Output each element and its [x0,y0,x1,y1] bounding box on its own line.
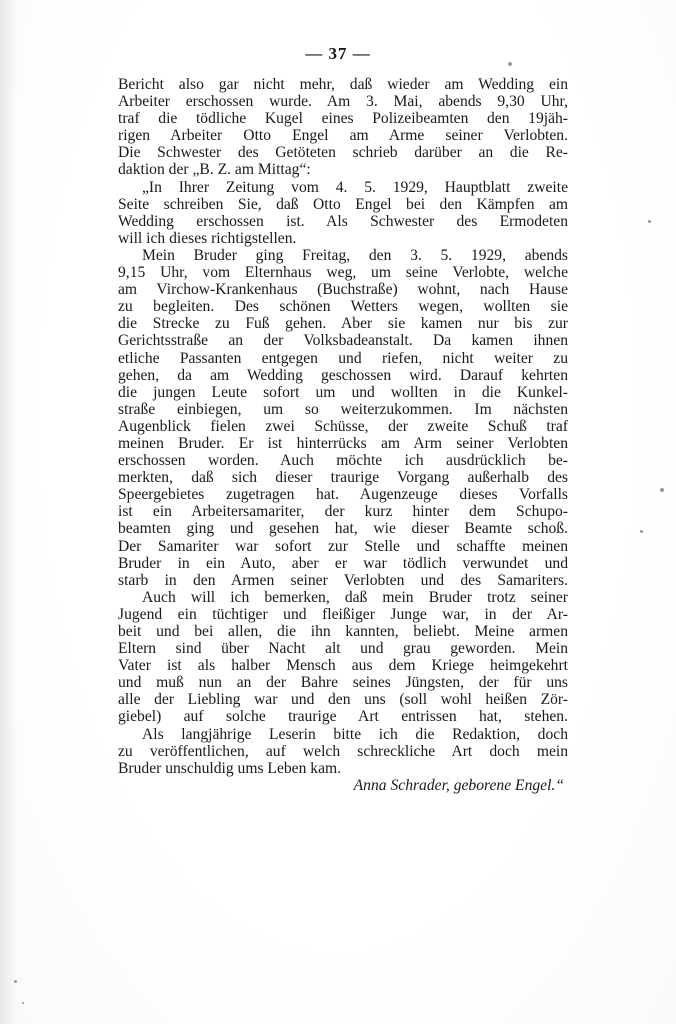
page-number: — 37 — [305,44,371,63]
text-line: Bericht also gar nicht mehr, daß wieder am Wedding ein [118,76,568,93]
text-line: Wedding erschossen ist. Als Schwester des Ermodeten [118,212,568,230]
text-line: Mein Bruder ging Freitag, den 3. 5. 1929, abends [142,246,568,264]
text-line: giebel) auf solche traurige Art entrissen hat, stehen. [118,708,568,726]
text-line: und muß nun an der Bahre seines Jüngsten, der für uns [118,674,568,692]
signature-line: Anna Schrader, geborene Engel.“ [353,776,564,794]
text-line: straße einbiegen, um so weiterzukommen. Im nächsten [118,400,568,418]
text-line: Jugend ein tüchtiger und fleißiger Junge war, in der Ar- [118,605,568,623]
text-line: Eltern sind über Nacht alt und grau geworden. Mein [118,640,568,658]
text-line: alle der Liebling war und den uns (soll wohl heißen Zör- [118,691,568,709]
text-line: ist ein Arbeitersamariter, der kurz hinter dem Schupo- [118,503,568,521]
text-line: am Virchow-Krankenhaus (Buchstraße) wohnt, nach Hause [118,281,568,299]
text-line: Als langjährige Leserin bitte ich die Redaktion, doch [142,725,568,743]
text-line: etliche Passanten entgegen und riefen, nicht weiter zu [118,349,568,367]
page-body-text [118,76,568,794]
text-line: Auch will ich bemerken, daß mein Bruder trotz seiner [142,588,568,606]
text-line: beamten ging und gesehen hat, wie dieser Beamte schoß. [118,520,568,538]
text-line: Gerichtsstraße an der Volksbadeanstalt. Da kamen ihnen [118,332,568,350]
scan-speck [22,1002,24,1004]
text-line: Speergebietes zugetragen hat. Augenzeuge dieses Vorfalls [118,486,568,504]
text-line: beit und bei allen, die ihn kannten, beliebt. Meine armen [118,623,568,640]
text-line: will ich dieses richtigstellen. [118,229,297,247]
text-line: Seite schreiben Sie, daß Otto Engel bei den Kämpfen am [118,195,568,213]
text-line: rigen Arbeiter Otto Engel am Arme seiner Verlobten. [118,127,568,145]
text-line: 9,15 Uhr, vom Elternhaus weg, um seine Verlobte, welche [118,264,568,282]
text-line: erschossen worden. Auch möchte ich ausdrücklich be- [118,452,568,470]
text-line: die jungen Leute sofort um und wollten in die Kunkel- [118,383,568,401]
text-line: starb in den Armen seiner Verlobten und des Samariters. [118,571,568,589]
text-line: gehen, da am Wedding geschossen wird. Darauf kehrten [118,366,568,384]
text-line: merkten, daß sich dieser traurige Vorgang außerhalb des [118,469,568,487]
text-line: Bruder unschuldig ums Leben kam. [118,759,342,777]
text-line: Der Samariter war sofort zur Stelle und schaffte meinen [118,537,568,555]
text-line: Die Schwester des Getöteten schrieb darüber an die Re- [118,144,568,162]
text-line: Augenblick fielen zwei Schüsse, der zweite Schuß traf [118,417,568,435]
scan-speck [14,980,17,983]
text-line: Arbeiter erschossen wurde. Am 3. Mai, abends 9,30 Uhr, [118,93,568,111]
text-line: daktion der „B. Z. am Mittag“: [118,161,311,179]
text-line: Vater ist als halber Mensch aus dem Kriege heimgekehrt [118,657,568,675]
text-line: „In Ihrer Zeitung vom 4. 5. 1929, Hauptblatt zweite [142,178,568,196]
page-edge-shadow [0,0,18,1024]
scan-speck [640,530,643,533]
text-line: die Strecke zu Fuß gehen. Aber sie kamen nur bis zur [118,315,568,333]
scan-speck [508,62,512,66]
text-line: traf die tödliche Kugel eines Polizeibeamten den 19jäh- [118,110,568,128]
text-line: meinen Bruder. Er ist hinterrücks am Arm seiner Verlobten [118,434,568,452]
text-line: zu veröffentlichen, auf welch schreckliche Art doch mein [118,742,568,760]
scan-speck [660,488,664,492]
scan-speck [648,220,651,223]
text-line: zu begleiten. Des schönen Wetters wegen, wollten sie [118,298,568,316]
text-line: Bruder in ein Auto, aber er war tödlich verwundet und [118,554,568,572]
